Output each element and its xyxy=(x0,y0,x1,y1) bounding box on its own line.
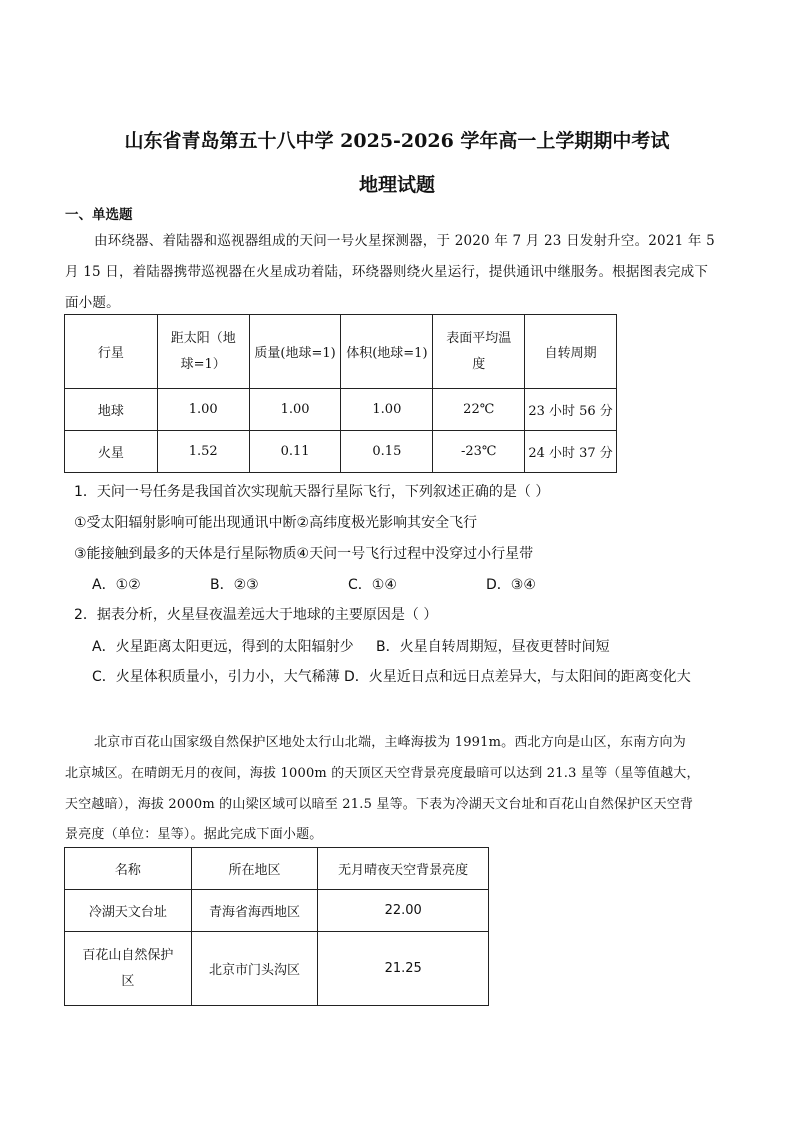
passage-line: 景亮度（单位：星等）。据此完成下面小题。 xyxy=(65,827,323,842)
section-heading: 一、单选题 xyxy=(65,207,133,223)
header-cell: 无月晴夜天空背景亮度 xyxy=(318,848,489,890)
exam-title: 山东省青岛第五十八中学 2025-2026 学年高一上学期期中考试 xyxy=(124,130,670,152)
table-cell: 冷湖天文台址 xyxy=(65,890,192,932)
header-cell: 自转周期 xyxy=(525,315,617,389)
header-cell: 表面平均温 度 xyxy=(433,315,525,389)
passage-line: 北京市百花山国家级自然保护区地处太行山北端，主峰海拔为 1991m。西北方向是山区，东南方向为 xyxy=(94,735,686,750)
table-cell: 1.52 xyxy=(157,431,249,473)
option-a[interactable]: A．①② xyxy=(92,577,141,593)
option-c[interactable]: C．火星体积质量小，引力小，大气稀薄 xyxy=(92,669,340,685)
passage-line: 北京城区。在晴朗无月的夜间，海拔 1000m 的天顶区天空背景亮度最暗可以达到 21.3 星等（星等值越大， xyxy=(65,766,700,781)
table-header-row xyxy=(65,848,489,890)
table-cell: 1.00 xyxy=(249,389,341,431)
header-cell: 名称 xyxy=(65,848,192,890)
option-d[interactable]: D．③④ xyxy=(486,577,536,593)
table-row xyxy=(65,890,489,932)
table-cell: 22.00 xyxy=(318,890,489,932)
table-cell: 火星 xyxy=(65,431,158,473)
option-b[interactable]: B．②③ xyxy=(210,577,259,593)
table-cell: 青海省海西地区 xyxy=(191,890,318,932)
header-cell: 所在地区 xyxy=(191,848,318,890)
table-cell: 北京市门头沟区 xyxy=(191,932,318,1006)
passage-line: 月 15 日，着陆器携带巡视器在火星成功着陆，环绕器则绕火星运行，提供通讯中继服务。根据图表完成下 xyxy=(65,264,709,280)
sky-brightness-table xyxy=(64,847,489,1006)
table-cell: 1.00 xyxy=(341,389,433,431)
table-cell: 地球 xyxy=(65,389,158,431)
table-cell: 0.15 xyxy=(341,431,433,473)
question-stem: 1．天问一号任务是我国首次实现航天器行星际飞行，下列叙述正确的是（ ） xyxy=(74,484,550,500)
question-statement: ①受太阳辐射影响可能出现通讯中断②高纬度极光影响其安全飞行 xyxy=(74,515,478,531)
header-cell: 质量(地球=1) xyxy=(249,315,341,389)
passage-line: 面小题。 xyxy=(65,295,120,311)
table-cell: 23 小时 56 分 xyxy=(525,389,617,431)
table-row xyxy=(65,389,617,431)
header-cell: 行星 xyxy=(65,315,158,389)
option-a[interactable]: A．火星距离太阳更远，得到的太阳辐射少 xyxy=(92,639,354,655)
option-c[interactable]: C．①④ xyxy=(348,577,397,593)
planet-table xyxy=(64,314,617,473)
header-cell: 体积(地球=1) xyxy=(341,315,433,389)
passage-line: 天空越暗），海拔 2000m 的山梁区域可以暗至 21.5 星等。下表为冷湖天文台址和百花山自然保护区天空背 xyxy=(65,797,694,812)
option-b[interactable]: B．火星自转周期短，昼夜更替时间短 xyxy=(376,639,610,655)
table-cell: 1.00 xyxy=(157,389,249,431)
table-row xyxy=(65,431,617,473)
table-cell: 0.11 xyxy=(249,431,341,473)
exam-subtitle: 地理试题 xyxy=(358,174,435,196)
table-cell: -23℃ xyxy=(433,431,525,473)
question-stem: 2．据表分析，火星昼夜温差远大于地球的主要原因是（ ） xyxy=(74,607,438,623)
table-row xyxy=(65,932,489,1006)
option-d[interactable]: D．火星近日点和远日点差异大，与太阳间的距离变化大 xyxy=(344,669,691,685)
table-cell: 22℃ xyxy=(433,389,525,431)
table-header-row xyxy=(65,315,617,389)
header-cell: 距太阳（地 球=1） xyxy=(157,315,249,389)
table-cell: 百花山自然保护 区 xyxy=(65,932,192,1006)
table-cell: 21.25 xyxy=(318,932,489,1006)
question-statement: ③能接触到最多的天体是行星际物质④天问一号飞行过程中没穿过小行星带 xyxy=(74,546,534,562)
table-cell: 24 小时 37 分 xyxy=(525,431,617,473)
passage-line: 由环绕器、着陆器和巡视器组成的天问一号火星探测器，于 2020 年 7 月 23 日发射升空。2021 年 5 xyxy=(94,233,715,249)
